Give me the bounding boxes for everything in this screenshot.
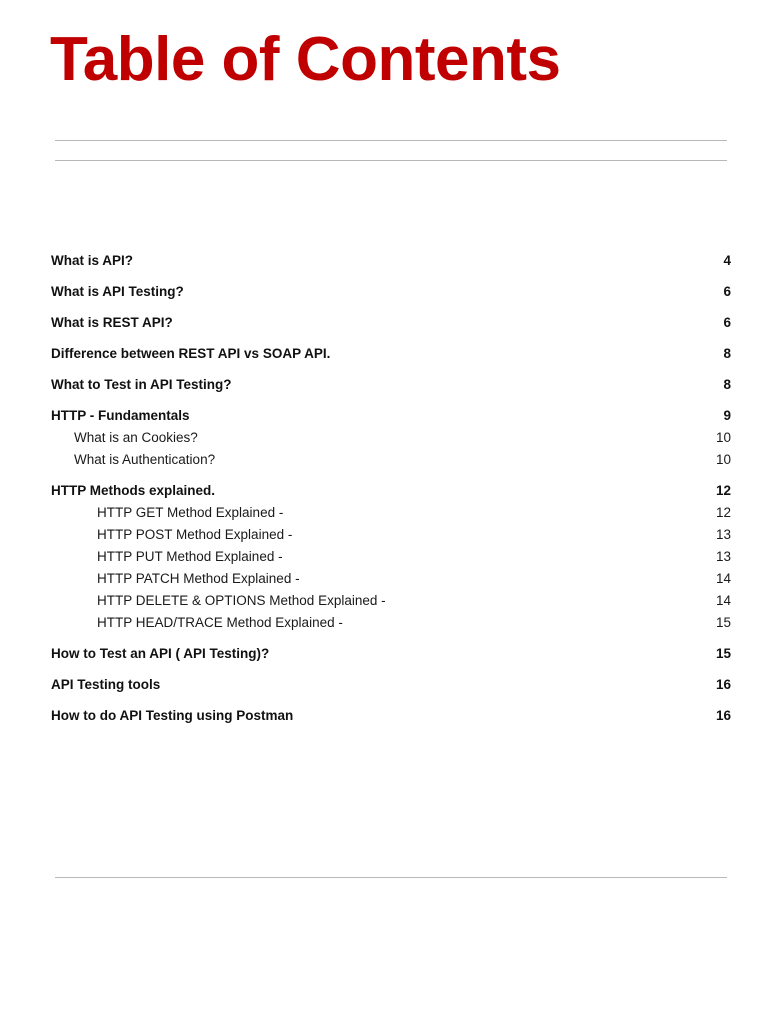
toc-entry-page: 15 bbox=[715, 646, 731, 661]
toc-entry-page: 12 bbox=[715, 505, 731, 520]
toc-entry-what-is-api-testing[interactable] bbox=[51, 281, 731, 312]
page-title: Table of Contents bbox=[50, 25, 561, 94]
toc-entry-page: 15 bbox=[715, 615, 731, 630]
toc-entry-testing-tools[interactable] bbox=[51, 674, 731, 705]
toc-subentry-post[interactable] bbox=[51, 524, 731, 546]
toc-entry-what-is-rest-api[interactable] bbox=[51, 312, 731, 343]
toc-entry-page: 4 bbox=[723, 253, 731, 268]
toc-entry-page: 12 bbox=[715, 483, 731, 498]
toc-entry-page: 16 bbox=[715, 677, 731, 692]
toc-entry-label: How to do API Testing using Postman bbox=[51, 708, 294, 723]
toc-entry-http-fundamentals[interactable] bbox=[51, 405, 731, 427]
toc-subentry-get[interactable] bbox=[51, 502, 731, 524]
toc-entry-label: Difference between REST API vs SOAP API. bbox=[51, 346, 331, 361]
toc-entry-page: 10 bbox=[715, 452, 731, 467]
toc-entry-label: HTTP POST Method Explained - bbox=[97, 527, 293, 542]
toc-entry-label: How to Test an API ( API Testing)? bbox=[51, 646, 270, 661]
top-divider bbox=[55, 140, 727, 141]
toc-entry-label: What is API? bbox=[51, 253, 134, 268]
toc-entry-rest-vs-soap[interactable] bbox=[51, 343, 731, 374]
toc-entry-label: HTTP PATCH Method Explained - bbox=[97, 571, 300, 586]
toc-subentry-patch[interactable] bbox=[51, 568, 731, 590]
toc-list bbox=[51, 250, 731, 736]
toc-entry-page: 10 bbox=[715, 430, 731, 445]
toc-entry-http-methods[interactable] bbox=[51, 480, 731, 502]
toc-entry-page: 6 bbox=[723, 284, 731, 299]
toc-entry-label: What to Test in API Testing? bbox=[51, 377, 232, 392]
toc-entry-page: 8 bbox=[723, 346, 731, 361]
toc-subentry-put[interactable] bbox=[51, 546, 731, 568]
toc-entry-label: What is Authentication? bbox=[74, 452, 216, 467]
toc-entry-label: HTTP - Fundamentals bbox=[51, 408, 190, 423]
toc-entry-page: 16 bbox=[715, 708, 731, 723]
toc-entry-label: HTTP PUT Method Explained - bbox=[97, 549, 283, 564]
toc-entry-postman[interactable] bbox=[51, 705, 731, 736]
toc-entry-page: 14 bbox=[715, 593, 731, 608]
toc-entry-how-to-test[interactable] bbox=[51, 643, 731, 674]
toc-entry-label: HTTP Methods explained. bbox=[51, 483, 216, 498]
toc-entry-label: What is REST API? bbox=[51, 315, 173, 330]
toc-entry-page: 14 bbox=[715, 571, 731, 586]
toc-subentry-authentication[interactable] bbox=[51, 449, 731, 480]
toc-entry-page: 13 bbox=[715, 549, 731, 564]
toc-entry-what-to-test[interactable] bbox=[51, 374, 731, 405]
toc-entry-page: 13 bbox=[715, 527, 731, 542]
toc-entry-label: What is API Testing? bbox=[51, 284, 184, 299]
toc-entry-label: HTTP GET Method Explained - bbox=[97, 505, 284, 520]
toc-entry-label: What is an Cookies? bbox=[74, 430, 198, 445]
second-divider bbox=[55, 160, 727, 161]
toc-entry-page: 8 bbox=[723, 377, 731, 392]
toc-entry-what-is-api[interactable] bbox=[51, 250, 731, 281]
toc-subentry-delete-options[interactable] bbox=[51, 590, 731, 612]
toc-entry-label: API Testing tools bbox=[51, 677, 161, 692]
toc-entry-label: HTTP HEAD/TRACE Method Explained - bbox=[97, 615, 343, 630]
toc-subentry-cookies[interactable] bbox=[51, 427, 731, 449]
toc-entry-page: 6 bbox=[723, 315, 731, 330]
toc-subentry-head-trace[interactable] bbox=[51, 612, 731, 643]
toc-entry-label: HTTP DELETE & OPTIONS Method Explained - bbox=[97, 593, 386, 608]
toc-entry-page: 9 bbox=[723, 408, 731, 423]
bottom-divider bbox=[55, 877, 727, 878]
